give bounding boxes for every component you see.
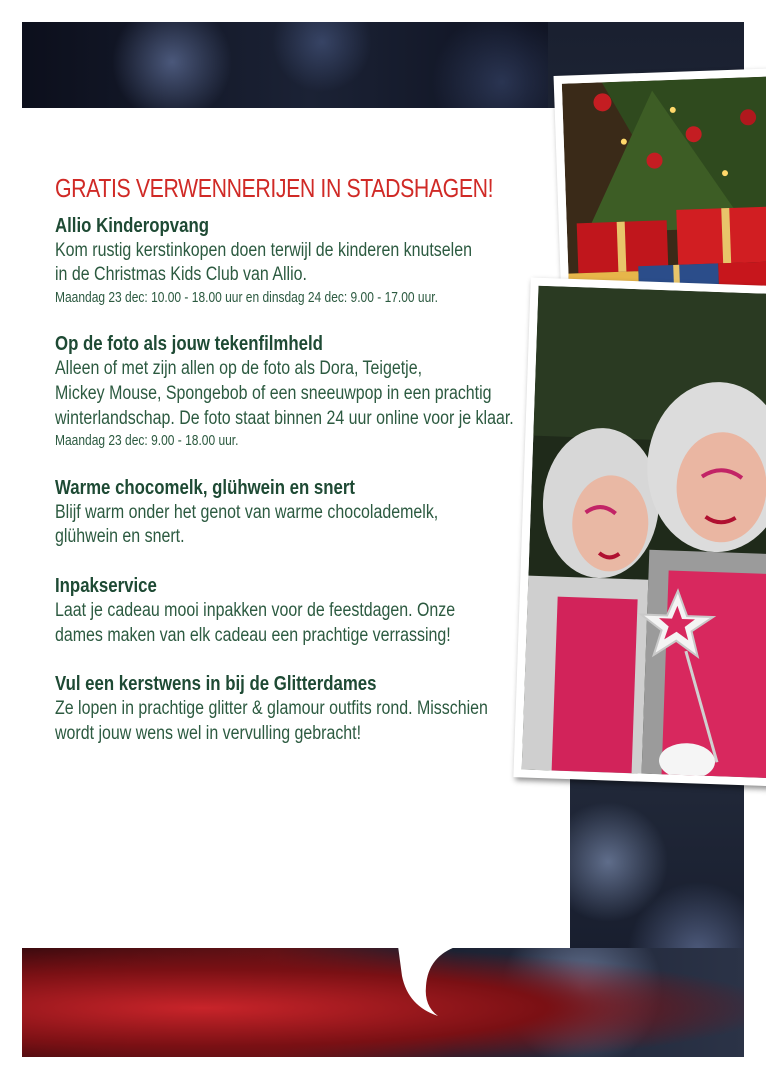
page-title: GRATIS VERWENNERIJEN IN STADSHAGEN! — [55, 173, 494, 203]
section-body — [55, 357, 559, 431]
glitterdames-icon — [522, 286, 766, 778]
section-inpakservice — [55, 574, 555, 648]
section-note: Maandag 23 dec: 9.00 - 18.00 uur. — [55, 432, 239, 450]
section-heading: Inpakservice — [55, 575, 157, 598]
main-content — [55, 172, 555, 771]
section-body — [55, 599, 559, 648]
body-line: in de Christmas Kids Club van Allio. — [55, 264, 307, 286]
speech-bubble-tail — [398, 946, 458, 1016]
section-body — [55, 697, 559, 746]
body-line: Blijf warm onder het genot van warme chocolademelk, — [55, 501, 439, 523]
background-ornament-bottom — [22, 948, 744, 1057]
section-kerstwens — [55, 672, 555, 746]
body-line: winterlandschap. De foto staat binnen 24 uur online voor je klaar. — [55, 407, 514, 429]
body-line: Laat je cadeau mooi inpakken voor de feestdagen. Onze — [55, 600, 456, 622]
section-chocomelk — [55, 476, 555, 550]
photo-glitterdames — [513, 277, 766, 786]
body-line: glühwein en snert. — [55, 526, 185, 548]
body-line: dames maken van elk cadeau een prachtige verrassing! — [55, 624, 451, 646]
body-line: Alleen of met zijn allen op de foto als Dora, Teigetje, — [55, 358, 423, 380]
section-heading: Op de foto als jouw tekenfilmheld — [55, 333, 323, 356]
section-body — [55, 501, 559, 550]
section-heading: Warme chocomelk, glühwein en snert — [55, 476, 355, 499]
section-note: Maandag 23 dec: 10.00 - 18.00 uur en dinsdag 24 dec: 9.00 - 17.00 uur. — [55, 289, 438, 307]
body-line: wordt jouw wens wel in vervulling gebracht! — [55, 723, 362, 745]
body-line: Ze lopen in prachtige glitter & glamour outfits rond. Misschien — [55, 698, 488, 720]
section-heading: Allio Kinderopvang — [55, 214, 210, 237]
body-line: Kom rustig kerstinkopen doen terwijl de kinderen knutselen — [55, 239, 472, 261]
section-tekenfilmheld — [55, 332, 555, 451]
section-heading: Vul een kerstwens in bij de Glitterdames — [55, 673, 377, 696]
body-line: Mickey Mouse, Spongebob of een sneeuwpop in een prachtig — [55, 383, 492, 405]
section-body — [55, 239, 559, 288]
section-kinderopvang — [55, 214, 555, 309]
